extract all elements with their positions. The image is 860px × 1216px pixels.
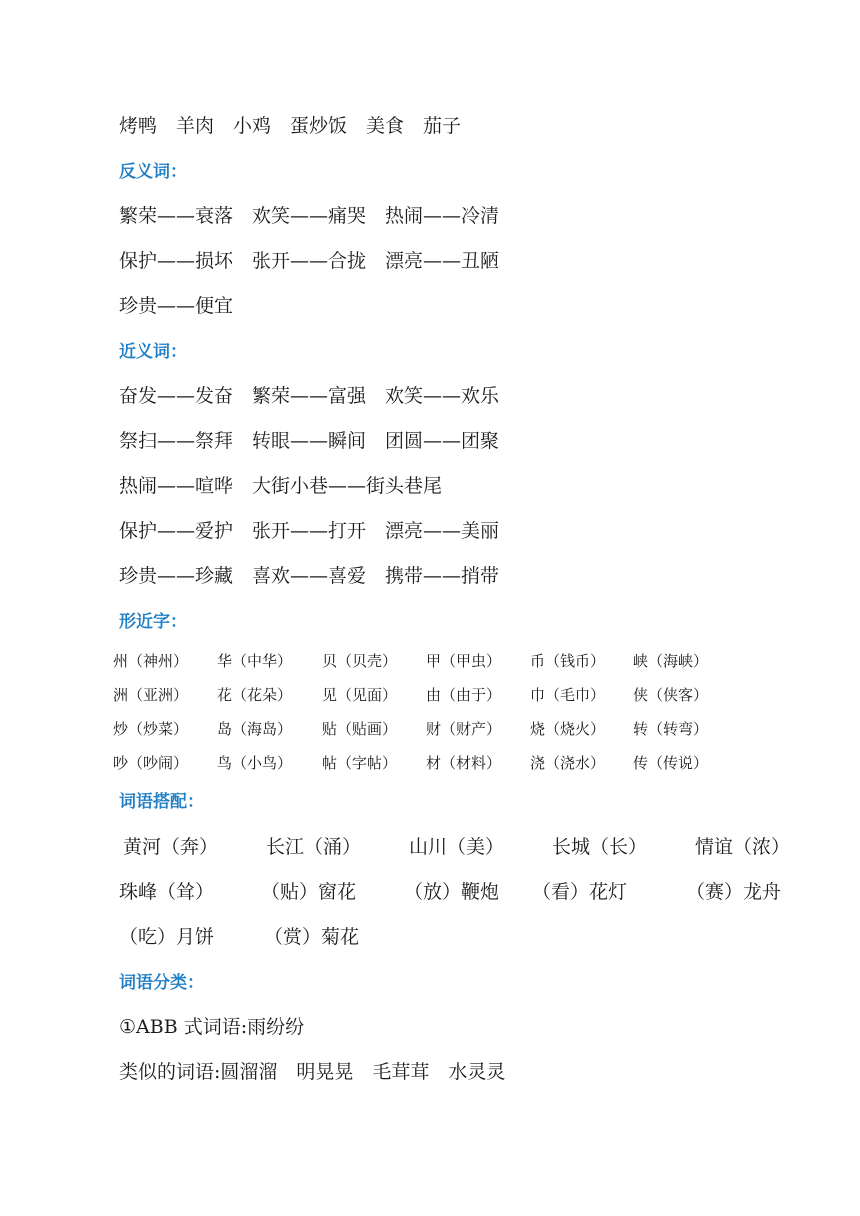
similar-char-item: 炒（炒菜） [113,720,189,738]
collocation-item: （放）鞭炮 [404,881,500,903]
antonym-line: 保护——损坏 张开——合拢 漂亮——丑陋 [119,250,500,272]
collocation-item: （赛）龙舟 [686,881,782,903]
collocations-heading: 词语搭配： [119,792,204,812]
food-words-line: 烤鸭 羊肉 小鸡 蛋炒饭 美食 茄子 [119,115,462,137]
similar-chars-heading: 形近字： [119,612,187,632]
synonym-line: 祭扫——祭拜 转眼——瞬间 团圆——团聚 [119,430,500,452]
similar-char-item: 材（材料） [426,754,502,772]
similar-char-item: 见（见面） [322,686,398,704]
collocation-item: 长城（长） [552,836,648,858]
similar-char-item: 财（财产） [426,720,502,738]
similar-char-item: 传（传说） [633,754,709,772]
collocation-item: 珠峰（耸） [119,881,215,903]
similar-char-item: 花（花朵） [217,686,293,704]
antonym-line: 珍贵——便宜 [119,295,234,317]
similar-char-item: 由（由于） [426,686,502,704]
similar-char-item: 洲（亚洲） [113,686,189,704]
collocation-item: 长江（涌） [266,836,362,858]
similar-char-item: 甲（甲虫） [426,652,502,670]
collocation-item: （看）花灯 [532,881,628,903]
collocation-item: （吃）月饼 [119,926,215,948]
classification-item: ①ABB 式词语:雨纷纷 [119,1016,305,1038]
similar-char-item: 贝（贝壳） [322,652,398,670]
collocation-row [0,880,860,906]
similar-char-item: 华（中华） [217,652,293,670]
similar-char-item: 州（神州） [113,652,189,670]
collocation-item: 山川（美） [409,836,505,858]
similar-char-item: 浇（浇水） [530,754,606,772]
collocation-item: （贴）窗花 [261,881,357,903]
similar-char-item: 帖（字帖） [322,754,398,772]
collocation-item: 黄河（奔） [123,836,219,858]
similar-char-item: 烧（烧火） [530,720,606,738]
collocation-item: 情谊（浓） [695,836,791,858]
collocation-item: （赏）菊花 [264,926,360,948]
similar-char-item: 巾（毛巾） [530,686,606,704]
similar-char-item: 吵（吵闹） [113,754,189,772]
similar-char-item: 转（转弯） [633,720,709,738]
synonym-line: 奋发——发奋 繁荣——富强 欢笑——欢乐 [119,385,500,407]
antonym-line: 繁荣——衰落 欢笑——痛哭 热闹——冷清 [119,205,500,227]
similar-char-item: 币（钱币） [530,652,606,670]
similar-char-item: 峡（海峡） [633,652,709,670]
antonyms-heading: 反义词： [119,162,187,182]
synonym-line: 保护——爱护 张开——打开 漂亮——美丽 [119,520,500,542]
synonym-line: 热闹——喧哗 大街小巷——街头巷尾 [119,475,443,497]
collocation-row [0,925,860,951]
similar-char-item: 侠（侠客） [633,686,709,704]
synonyms-heading: 近义词： [119,342,187,362]
classification-item: 类似的词语:圆溜溜 明晃晃 毛茸茸 水灵灵 [119,1061,506,1083]
similar-char-item: 鸟（小鸟） [217,754,293,772]
similar-char-item: 贴（贴画） [322,720,398,738]
classification-heading: 词语分类： [119,973,204,993]
similar-char-item: 岛（海岛） [217,720,293,738]
collocation-row [0,835,860,861]
synonym-line: 珍贵——珍藏 喜欢——喜爱 携带——捎带 [119,565,500,587]
